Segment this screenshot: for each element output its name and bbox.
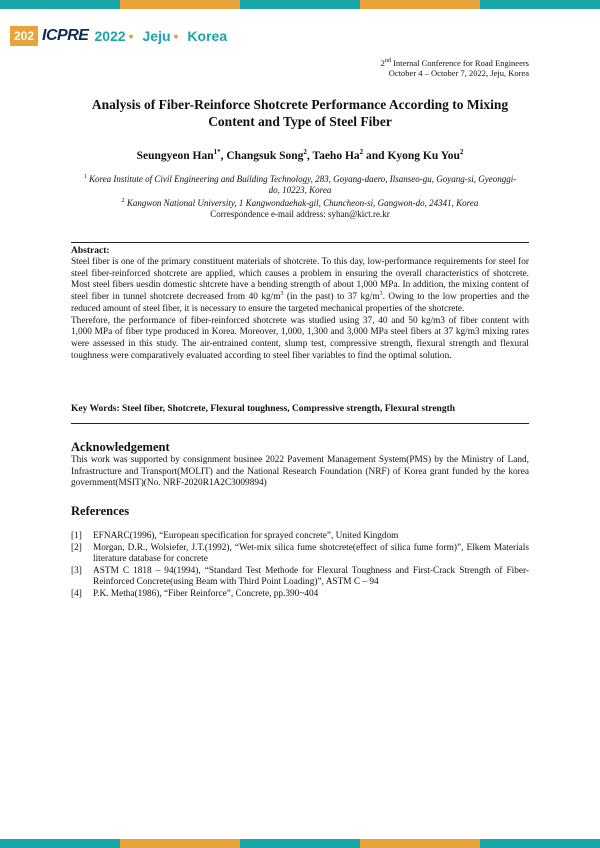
top-color-stripe — [0, 0, 600, 9]
author-name: Kyong Ku You — [387, 149, 460, 162]
logo-dot-icon: • — [128, 28, 134, 44]
conference-info — [381, 56, 529, 78]
bottom-color-stripe — [0, 839, 600, 848]
abstract-paragraph-2: Therefore, the performance of fiber-reinforced shotcrete was studied using 37, 40 and 50 kg/m3 of fiber content with 1,000 MPa of fiber type produced in Korea. Moreover, 1,000, 1,300 and 3,000 MPa steel fibers at 37 kg/m3 mixing rates were assessed in this study. The air-entrained content, slump test, compressive strength, flexural strength and flexural toughness were comparatively evaluated according to steel fiber variables to find the optimal solution. — [71, 315, 529, 361]
page-number: 202 — [10, 26, 38, 46]
reference-item: [4] P.K. Metha(1986), “Fiber Reinforce”, Concrete, pp.390~404 — [71, 588, 319, 599]
acknowledgement-text: This work was supported by consignment businee 2022 Pavement Management System(PMS) by the Ministry of Land, Infrastructure and Transport(MOLIT) and the National Research Foundation (NRF) of Korea grant funded by the korea government(MSIT)(No. NRF-2020R1A2C3009894) — [71, 455, 529, 489]
reference-item: [2] Morgan, D.R., Wolsiefer, J.T.(1992), “Wet-mix silica fume shotcrete(effect of silica fume form)”, Elkem Materials literature database for concrete — [71, 542, 529, 565]
affiliation-1: $^1$ Korea Institute of Civil Engineering and Building Technology, 283, Goyang-daero, Ilsanseo-gu, Goyang-si, Gyeonggi-do, 10223, Korea — [83, 174, 517, 195]
author-list: Seungyeon Han$^{1*}$, Changsuk Song$^2$, Taeho Ha$^2$ and Kyong Ku You$^2$ — [136, 148, 464, 162]
conference-line-2: October 4 – October 7, 2022, Jeju, Korea — [388, 67, 529, 78]
logo-location-1: Jeju — [142, 28, 171, 44]
affiliation-2: $^2$ Kangwon National University, 1 Kangwondaehak-gil, Chuncheon-si, Gangwon-do, 24341, Korea — [121, 198, 479, 208]
author-name: Changsuk Song — [226, 149, 304, 162]
author-name: Seungyeon Han — [136, 149, 214, 162]
logo-wordmark: ICPRE — [42, 27, 89, 44]
conference-line-1: 2nd Internal Conference for Road Engineers — [380, 57, 529, 68]
acknowledgement-heading: Acknowledgement — [71, 440, 170, 454]
divider — [71, 423, 529, 424]
abstract-text — [71, 257, 529, 362]
correspondence-email: Correspondence e-mail address: syhan@kict.re.kr — [210, 209, 390, 219]
logo-dot-icon: • — [173, 28, 179, 44]
reference-item: [3] ASTM C 1818 – 94(1994), “Standard Test Methode for Flexural Toughness and First-Crack Strength of Fiber-Reinforced Concrete(using Beam with Third Point Loading)”, ASTM C – 94 — [71, 565, 529, 588]
keywords: Key Words: Steel fiber, Shotcrete, Flexural toughness, Compressive strength, Flexural strength — [71, 404, 456, 414]
divider — [71, 242, 529, 243]
logo-year: 2022 — [94, 28, 126, 44]
abstract-heading: Abstract: — [71, 246, 110, 256]
reference-item: [1] EFNARC(1996), “European specification for sprayed concrete”, United Kingdom — [71, 531, 399, 541]
abstract-paragraph-1: Steel fiber is one of the primary constituent materials of shotcrete. To this day, low-performance requirements for steel for steel fiber-reinforced shotcrete are applied, which causes a problem in ensuring the overall characteristics of shotcrete. Most steel fibers uesdin domestic shtcrete have a bending strength of about 1,000 MPa. In addition, the mixing content of steel fiber in tunnel shotcrete decreased from 40 $kg/m^3$ (in the past) to 37 $kg/m^3$. Owing to the low properties and the reduced amount of steel fiber, it is necessary to ensure the targeted mechanical properties of the shotcrete. — [71, 257, 530, 314]
reference-list — [71, 531, 529, 601]
author-name: Taeho Ha — [312, 149, 360, 162]
logo-location-2: Korea — [187, 28, 228, 44]
paper-title: Analysis of Fiber-Reinforce Shotcrete Performance According to Mixing Content and Type of Steel Fiber — [91, 97, 509, 129]
references-heading: References — [71, 504, 130, 518]
conference-logo — [10, 26, 227, 46]
affiliations — [80, 172, 520, 220]
